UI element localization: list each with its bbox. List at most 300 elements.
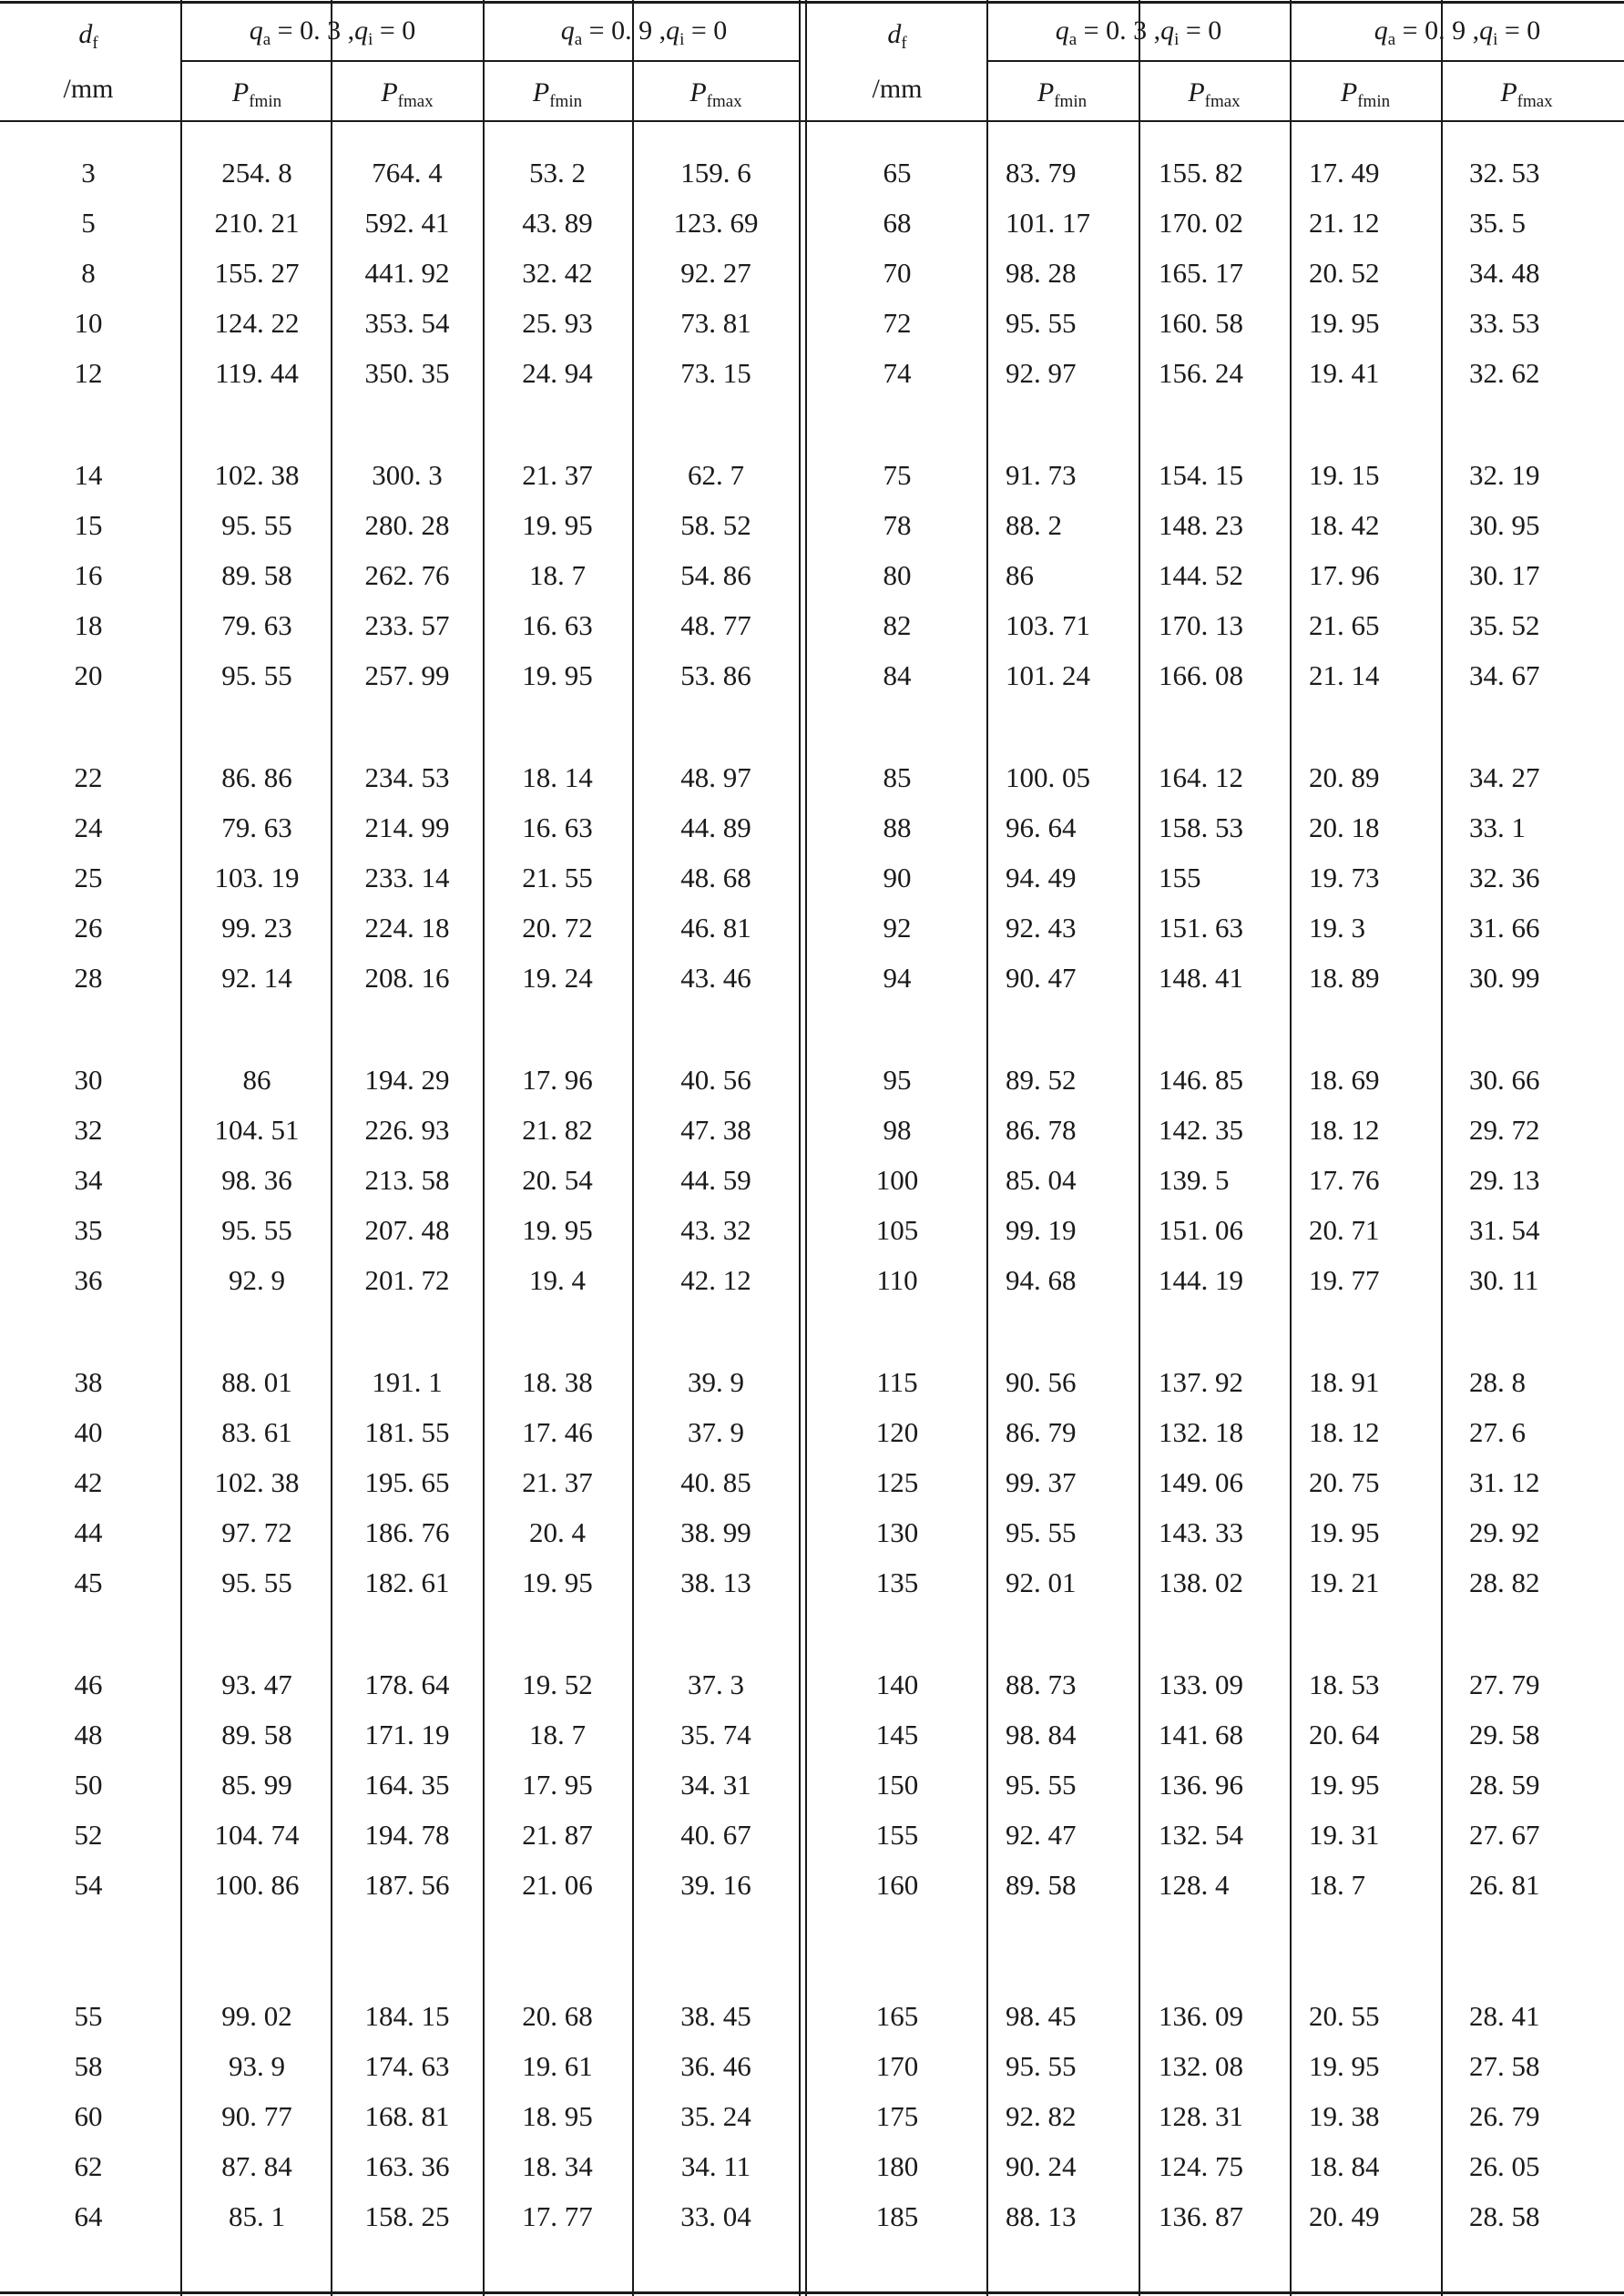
left-cell-pfmax-qa09: 40. 85 xyxy=(680,1466,751,1498)
right-cell-pfmin-qa09: 19. 95 xyxy=(1309,307,1380,339)
left-cell-pfmin-qa09: 20. 54 xyxy=(522,1164,593,1196)
left-cell-pfmin-qa09: 18. 14 xyxy=(522,761,593,793)
header-pfmax: $P_{fmax}$ xyxy=(381,77,434,111)
top-rule xyxy=(0,1,1624,4)
left-cell-pfmin-qa03: 85. 99 xyxy=(221,1769,292,1801)
left-cell-pfmax-qa09: 43. 46 xyxy=(680,962,751,994)
right-cell-pfmax-qa09: 33. 1 xyxy=(1469,811,1526,843)
col-rule xyxy=(986,0,988,2296)
left-cell-pfmin-qa09: 19. 95 xyxy=(522,1566,593,1598)
left-cell-pfmax-qa03: 592. 41 xyxy=(364,207,450,239)
header-bottom-rule xyxy=(0,120,1624,122)
header-df-unit: /mm xyxy=(63,74,114,104)
header-df-unit: /mm xyxy=(872,74,923,104)
right-cell-pfmin-qa03: 86. 79 xyxy=(1006,1416,1077,1448)
left-cell-df: 3 xyxy=(81,157,96,189)
left-cell-pfmax-qa03: 350. 35 xyxy=(364,357,450,389)
right-cell-pfmax-qa03: 165. 17 xyxy=(1159,257,1243,289)
right-cell-pfmax-qa09: 27. 58 xyxy=(1469,2050,1540,2082)
left-cell-pfmin-qa09: 20. 68 xyxy=(522,2000,593,2032)
right-cell-pfmin-qa09: 20. 89 xyxy=(1309,761,1380,793)
right-cell-pfmax-qa09: 29. 58 xyxy=(1469,1719,1540,1750)
left-cell-pfmax-qa09: 48. 97 xyxy=(680,761,751,793)
right-cell-df: 125 xyxy=(875,1466,919,1498)
right-cell-df: 135 xyxy=(875,1566,919,1598)
left-cell-pfmax-qa09: 36. 46 xyxy=(680,2050,751,2082)
right-cell-df: 88 xyxy=(883,811,912,843)
right-cell-pfmin-qa03: 86. 78 xyxy=(1006,1114,1077,1146)
left-cell-pfmin-qa03: 93. 47 xyxy=(221,1668,292,1700)
left-cell-df: 52 xyxy=(74,1819,103,1851)
right-cell-pfmax-qa09: 28. 41 xyxy=(1469,2000,1540,2032)
left-cell-pfmin-qa09: 19. 95 xyxy=(522,659,593,691)
left-cell-df: 46 xyxy=(74,1668,103,1700)
left-cell-pfmin-qa09: 18. 7 xyxy=(529,1719,586,1750)
right-cell-pfmin-qa09: 17. 96 xyxy=(1309,559,1380,591)
left-cell-pfmin-qa09: 16. 63 xyxy=(522,811,593,843)
left-cell-pfmin-qa03: 99. 23 xyxy=(221,912,292,944)
left-cell-pfmin-qa09: 18. 95 xyxy=(522,2100,593,2132)
left-cell-pfmin-qa09: 17. 46 xyxy=(522,1416,593,1448)
right-cell-pfmax-qa03: 160. 58 xyxy=(1159,307,1243,339)
right-cell-pfmin-qa09: 19. 95 xyxy=(1309,1516,1380,1548)
right-cell-pfmax-qa09: 34. 48 xyxy=(1469,257,1540,289)
left-cell-pfmin-qa03: 95. 55 xyxy=(221,509,292,541)
right-cell-pfmin-qa09: 19. 15 xyxy=(1309,459,1380,491)
left-cell-df: 20 xyxy=(74,659,103,691)
right-cell-pfmin-qa03: 92. 01 xyxy=(1006,1566,1077,1598)
left-cell-pfmin-qa03: 254. 8 xyxy=(221,157,292,189)
right-cell-pfmin-qa09: 18. 69 xyxy=(1309,1064,1380,1096)
right-cell-pfmax-qa03: 142. 35 xyxy=(1159,1114,1243,1146)
right-cell-pfmax-qa09: 31. 54 xyxy=(1469,1214,1540,1246)
left-cell-pfmin-qa03: 99. 02 xyxy=(221,2000,292,2032)
left-cell-pfmax-qa03: 441. 92 xyxy=(364,257,450,289)
left-cell-df: 18 xyxy=(74,609,103,641)
left-cell-df: 40 xyxy=(74,1416,103,1448)
left-cell-pfmax-qa03: 300. 3 xyxy=(372,459,443,491)
center-double-rule xyxy=(799,0,801,2296)
right-cell-pfmax-qa03: 143. 33 xyxy=(1159,1516,1243,1548)
header-pfmin: $P_{fmin}$ xyxy=(1037,77,1088,111)
right-cell-pfmin-qa09: 17. 76 xyxy=(1309,1164,1380,1196)
right-cell-pfmax-qa03: 137. 92 xyxy=(1159,1366,1243,1398)
left-cell-pfmax-qa09: 39. 9 xyxy=(688,1366,744,1398)
left-cell-pfmin-qa03: 79. 63 xyxy=(221,609,292,641)
right-cell-df: 84 xyxy=(883,659,912,691)
left-cell-pfmin-qa03: 103. 19 xyxy=(214,862,300,893)
col-rule xyxy=(180,0,182,2296)
right-cell-df: 120 xyxy=(875,1416,919,1448)
header-pfmax: $P_{fmax}$ xyxy=(689,77,742,111)
right-cell-pfmax-qa03: 164. 12 xyxy=(1159,761,1243,793)
right-cell-pfmax-qa09: 27. 6 xyxy=(1469,1416,1526,1448)
left-cell-pfmax-qa03: 257. 99 xyxy=(364,659,450,691)
right-cell-pfmax-qa03: 132. 54 xyxy=(1159,1819,1243,1851)
right-cell-pfmax-qa09: 33. 53 xyxy=(1469,307,1540,339)
right-cell-pfmax-qa09: 34. 27 xyxy=(1469,761,1540,793)
right-cell-pfmin-qa03: 92. 43 xyxy=(1006,912,1077,944)
left-cell-pfmax-qa09: 47. 38 xyxy=(680,1114,751,1146)
right-cell-pfmax-qa03: 136. 96 xyxy=(1159,1769,1243,1801)
left-cell-pfmin-qa09: 20. 72 xyxy=(522,912,593,944)
left-cell-df: 14 xyxy=(74,459,103,491)
left-cell-df: 38 xyxy=(74,1366,103,1398)
left-cell-pfmin-qa09: 17. 96 xyxy=(522,1064,593,1096)
left-cell-pfmax-qa09: 48. 77 xyxy=(680,609,751,641)
right-cell-pfmax-qa03: 144. 19 xyxy=(1159,1264,1243,1296)
col-rule xyxy=(1290,0,1292,2296)
right-cell-df: 75 xyxy=(883,459,912,491)
right-cell-pfmax-qa03: 156. 24 xyxy=(1159,357,1243,389)
header-group-qa09: $q_a = 0$. 9 $,q_i = 0$ xyxy=(1374,15,1541,49)
left-cell-pfmin-qa09: 16. 63 xyxy=(522,609,593,641)
left-cell-pfmax-qa03: 181. 55 xyxy=(364,1416,450,1448)
right-cell-pfmin-qa09: 20. 64 xyxy=(1309,1719,1380,1750)
right-cell-pfmax-qa03: 154. 15 xyxy=(1159,459,1243,491)
right-cell-pfmin-qa09: 18. 7 xyxy=(1309,1869,1365,1901)
left-cell-pfmax-qa03: 187. 56 xyxy=(364,1869,450,1901)
right-cell-df: 130 xyxy=(875,1516,919,1548)
right-cell-pfmax-qa09: 32. 19 xyxy=(1469,459,1540,491)
right-cell-pfmin-qa03: 92. 47 xyxy=(1006,1819,1077,1851)
right-cell-pfmin-qa03: 98. 28 xyxy=(1006,257,1077,289)
left-cell-pfmin-qa09: 21. 87 xyxy=(522,1819,593,1851)
right-cell-pfmax-qa03: 144. 52 xyxy=(1159,559,1243,591)
right-cell-pfmin-qa09: 20. 75 xyxy=(1309,1466,1380,1498)
col-rule xyxy=(483,0,485,2296)
right-cell-pfmax-qa09: 29. 92 xyxy=(1469,1516,1540,1548)
right-cell-pfmin-qa09: 20. 52 xyxy=(1309,257,1380,289)
right-cell-pfmin-qa03: 99. 19 xyxy=(1006,1214,1077,1246)
right-cell-pfmax-qa03: 124. 75 xyxy=(1159,2150,1243,2182)
left-cell-pfmin-qa03: 89. 58 xyxy=(221,559,292,591)
left-cell-pfmax-qa03: 163. 36 xyxy=(364,2150,450,2182)
left-cell-df: 55 xyxy=(74,2000,103,2032)
left-cell-pfmax-qa09: 58. 52 xyxy=(680,509,751,541)
right-cell-pfmin-qa03: 101. 24 xyxy=(1006,659,1090,691)
right-cell-pfmax-qa09: 30. 99 xyxy=(1469,962,1540,994)
left-cell-pfmin-qa03: 90. 77 xyxy=(221,2100,292,2132)
right-cell-pfmax-qa03: 136. 09 xyxy=(1159,2000,1243,2032)
left-cell-pfmin-qa03: 89. 58 xyxy=(221,1719,292,1750)
left-cell-pfmin-qa03: 86 xyxy=(242,1064,271,1096)
right-cell-df: 165 xyxy=(875,2000,919,2032)
left-cell-pfmin-qa09: 21. 06 xyxy=(522,1869,593,1901)
col-rule xyxy=(1139,0,1140,2296)
left-cell-pfmax-qa09: 42. 12 xyxy=(680,1264,751,1296)
left-cell-pfmax-qa09: 33. 04 xyxy=(680,2200,751,2232)
right-cell-df: 65 xyxy=(883,157,912,189)
left-cell-pfmax-qa03: 213. 58 xyxy=(364,1164,450,1196)
right-cell-pfmin-qa09: 20. 49 xyxy=(1309,2200,1380,2232)
right-cell-pfmin-qa03: 90. 24 xyxy=(1006,2150,1077,2182)
left-cell-pfmin-qa03: 95. 55 xyxy=(221,659,292,691)
right-cell-pfmax-qa03: 133. 09 xyxy=(1159,1668,1243,1700)
left-cell-pfmin-qa09: 17. 77 xyxy=(522,2200,593,2232)
right-cell-pfmin-qa09: 20. 18 xyxy=(1309,811,1380,843)
left-cell-pfmax-qa09: 46. 81 xyxy=(680,912,751,944)
right-cell-pfmin-qa09: 21. 12 xyxy=(1309,207,1380,239)
left-cell-pfmax-qa03: 764. 4 xyxy=(372,157,443,189)
left-cell-pfmax-qa03: 262. 76 xyxy=(364,559,450,591)
right-cell-df: 140 xyxy=(875,1668,919,1700)
header-pfmin: $P_{fmin}$ xyxy=(231,77,282,111)
left-cell-pfmin-qa03: 92. 14 xyxy=(221,962,292,994)
right-cell-pfmin-qa03: 91. 73 xyxy=(1006,459,1077,491)
right-cell-df: 82 xyxy=(883,609,912,641)
right-cell-pfmax-qa09: 28. 8 xyxy=(1469,1366,1526,1398)
right-cell-df: 85 xyxy=(883,761,912,793)
right-cell-pfmax-qa09: 26. 81 xyxy=(1469,1869,1540,1901)
right-cell-pfmax-qa09: 29. 72 xyxy=(1469,1114,1540,1146)
col-rule xyxy=(632,0,634,2296)
subheader-rule-left xyxy=(182,60,800,62)
left-cell-pfmax-qa09: 73. 81 xyxy=(680,307,751,339)
right-cell-pfmax-qa09: 31. 12 xyxy=(1469,1466,1540,1498)
left-cell-pfmin-qa03: 97. 72 xyxy=(221,1516,292,1548)
right-cell-pfmin-qa09: 19. 41 xyxy=(1309,357,1380,389)
left-cell-df: 42 xyxy=(74,1466,103,1498)
left-cell-df: 22 xyxy=(74,761,103,793)
right-cell-pfmin-qa09: 17. 49 xyxy=(1309,157,1380,189)
right-cell-pfmin-qa09: 18. 12 xyxy=(1309,1114,1380,1146)
right-cell-pfmin-qa03: 96. 64 xyxy=(1006,811,1077,843)
right-cell-pfmin-qa09: 19. 21 xyxy=(1309,1566,1380,1598)
right-cell-pfmax-qa03: 139. 5 xyxy=(1159,1164,1230,1196)
left-cell-pfmax-qa09: 43. 32 xyxy=(680,1214,751,1246)
right-cell-pfmin-qa03: 83. 79 xyxy=(1006,157,1077,189)
right-cell-pfmax-qa09: 35. 5 xyxy=(1469,207,1526,239)
right-cell-pfmax-qa03: 155 xyxy=(1159,862,1201,893)
left-cell-pfmin-qa03: 104. 74 xyxy=(214,1819,300,1851)
right-cell-df: 90 xyxy=(883,862,912,893)
right-cell-pfmax-qa03: 158. 53 xyxy=(1159,811,1243,843)
left-cell-pfmax-qa03: 168. 81 xyxy=(364,2100,450,2132)
right-cell-df: 78 xyxy=(883,509,912,541)
right-cell-pfmin-qa09: 20. 71 xyxy=(1309,1214,1380,1246)
left-cell-pfmin-qa03: 104. 51 xyxy=(214,1114,300,1146)
right-cell-pfmax-qa09: 30. 17 xyxy=(1469,559,1540,591)
left-cell-pfmax-qa03: 174. 63 xyxy=(364,2050,450,2082)
left-cell-pfmin-qa09: 21. 37 xyxy=(522,459,593,491)
right-cell-pfmin-qa03: 95. 55 xyxy=(1006,2050,1077,2082)
left-cell-pfmin-qa03: 79. 63 xyxy=(221,811,292,843)
left-cell-df: 12 xyxy=(74,357,103,389)
right-cell-pfmin-qa09: 19. 77 xyxy=(1309,1264,1380,1296)
right-cell-pfmin-qa09: 18. 53 xyxy=(1309,1668,1380,1700)
right-cell-pfmax-qa09: 31. 66 xyxy=(1469,912,1540,944)
right-cell-pfmin-qa09: 19. 95 xyxy=(1309,1769,1380,1801)
right-cell-pfmin-qa03: 98. 84 xyxy=(1006,1719,1077,1750)
right-cell-pfmax-qa03: 151. 63 xyxy=(1159,912,1243,944)
left-cell-pfmax-qa09: 44. 89 xyxy=(680,811,751,843)
left-cell-pfmax-qa03: 201. 72 xyxy=(364,1264,450,1296)
right-cell-pfmin-qa03: 88. 13 xyxy=(1006,2200,1077,2232)
left-cell-df: 60 xyxy=(74,2100,103,2132)
right-cell-df: 100 xyxy=(875,1164,919,1196)
right-cell-pfmax-qa09: 27. 79 xyxy=(1469,1668,1540,1700)
right-cell-pfmin-qa09: 21. 65 xyxy=(1309,609,1380,641)
left-cell-df: 62 xyxy=(74,2150,103,2182)
left-cell-pfmin-qa03: 88. 01 xyxy=(221,1366,292,1398)
header-pfmin: $P_{fmin}$ xyxy=(532,77,583,111)
right-cell-df: 68 xyxy=(883,207,912,239)
right-cell-df: 170 xyxy=(875,2050,919,2082)
left-cell-pfmin-qa03: 95. 55 xyxy=(221,1566,292,1598)
right-cell-pfmax-qa03: 151. 06 xyxy=(1159,1214,1243,1246)
left-cell-pfmin-qa03: 119. 44 xyxy=(215,357,299,389)
right-cell-pfmin-qa03: 101. 17 xyxy=(1006,207,1090,239)
left-cell-pfmin-qa09: 43. 89 xyxy=(522,207,593,239)
right-cell-df: 145 xyxy=(875,1719,919,1750)
left-cell-pfmax-qa03: 178. 64 xyxy=(364,1668,450,1700)
left-cell-pfmin-qa09: 19. 24 xyxy=(522,962,593,994)
left-cell-pfmax-qa09: 34. 11 xyxy=(680,2150,751,2182)
header-pfmax: $P_{fmax}$ xyxy=(1500,77,1553,111)
right-cell-pfmin-qa09: 20. 55 xyxy=(1309,2000,1380,2032)
left-cell-pfmin-qa03: 155. 27 xyxy=(214,257,300,289)
header-pfmin: $P_{fmin}$ xyxy=(1340,77,1391,111)
right-cell-pfmin-qa09: 18. 12 xyxy=(1309,1416,1380,1448)
left-cell-df: 58 xyxy=(74,2050,103,2082)
right-cell-pfmax-qa03: 155. 82 xyxy=(1159,157,1243,189)
right-cell-pfmin-qa09: 18. 84 xyxy=(1309,2150,1380,2182)
left-cell-pfmax-qa09: 54. 86 xyxy=(680,559,751,591)
left-cell-pfmax-qa03: 234. 53 xyxy=(364,761,450,793)
right-cell-pfmax-qa03: 132. 08 xyxy=(1159,2050,1243,2082)
left-cell-pfmin-qa03: 98. 36 xyxy=(221,1164,292,1196)
left-cell-pfmax-qa09: 92. 27 xyxy=(680,257,751,289)
right-cell-pfmax-qa09: 32. 62 xyxy=(1469,357,1540,389)
right-cell-df: 98 xyxy=(883,1114,912,1146)
left-cell-df: 34 xyxy=(74,1164,103,1196)
left-cell-pfmax-qa09: 159. 6 xyxy=(680,157,751,189)
right-cell-pfmin-qa03: 95. 55 xyxy=(1006,1769,1077,1801)
left-cell-pfmax-qa03: 233. 57 xyxy=(364,609,450,641)
left-cell-pfmin-qa09: 18. 34 xyxy=(522,2150,593,2182)
right-cell-df: 110 xyxy=(876,1264,918,1296)
left-cell-pfmin-qa03: 93. 9 xyxy=(229,2050,285,2082)
left-cell-pfmax-qa03: 207. 48 xyxy=(364,1214,450,1246)
right-cell-pfmin-qa03: 90. 47 xyxy=(1006,962,1077,994)
left-cell-df: 44 xyxy=(74,1516,103,1548)
right-cell-pfmin-qa03: 90. 56 xyxy=(1006,1366,1077,1398)
left-cell-pfmin-qa09: 17. 95 xyxy=(522,1769,593,1801)
right-cell-df: 160 xyxy=(875,1869,919,1901)
left-cell-pfmax-qa03: 194. 29 xyxy=(364,1064,450,1096)
left-cell-pfmin-qa03: 102. 38 xyxy=(214,459,300,491)
right-cell-pfmax-qa09: 28. 59 xyxy=(1469,1769,1540,1801)
right-cell-df: 175 xyxy=(875,2100,919,2132)
right-cell-pfmax-qa09: 28. 82 xyxy=(1469,1566,1540,1598)
left-cell-df: 28 xyxy=(74,962,103,994)
left-cell-df: 45 xyxy=(74,1566,103,1598)
right-cell-df: 74 xyxy=(883,357,912,389)
right-cell-df: 115 xyxy=(876,1366,918,1398)
left-cell-pfmax-qa03: 158. 25 xyxy=(364,2200,450,2232)
center-double-rule xyxy=(805,0,807,2296)
left-cell-pfmax-qa09: 38. 99 xyxy=(680,1516,751,1548)
left-cell-df: 16 xyxy=(74,559,103,591)
left-cell-df: 32 xyxy=(74,1114,103,1146)
right-cell-pfmax-qa09: 27. 67 xyxy=(1469,1819,1540,1851)
left-cell-pfmax-qa03: 208. 16 xyxy=(364,962,450,994)
left-cell-pfmin-qa09: 19. 4 xyxy=(529,1264,586,1296)
right-cell-pfmin-qa09: 19. 73 xyxy=(1309,862,1380,893)
right-cell-df: 155 xyxy=(875,1819,919,1851)
left-cell-pfmin-qa09: 20. 4 xyxy=(529,1516,586,1548)
left-cell-pfmin-qa03: 85. 1 xyxy=(229,2200,285,2232)
left-cell-pfmax-qa03: 191. 1 xyxy=(372,1366,443,1398)
right-cell-df: 92 xyxy=(883,912,912,944)
left-cell-pfmax-qa09: 48. 68 xyxy=(680,862,751,893)
left-cell-pfmin-qa03: 124. 22 xyxy=(214,307,300,339)
right-cell-pfmax-qa03: 166. 08 xyxy=(1159,659,1243,691)
right-cell-pfmin-qa09: 19. 3 xyxy=(1309,912,1365,944)
left-cell-pfmax-qa03: 233. 14 xyxy=(364,862,450,893)
left-cell-pfmin-qa09: 19. 95 xyxy=(522,1214,593,1246)
left-cell-pfmin-qa03: 210. 21 xyxy=(214,207,300,239)
left-cell-pfmin-qa03: 87. 84 xyxy=(221,2150,292,2182)
left-cell-pfmax-qa03: 224. 18 xyxy=(364,912,450,944)
right-cell-pfmax-qa09: 30. 11 xyxy=(1469,1264,1539,1296)
right-cell-df: 72 xyxy=(883,307,912,339)
subheader-rule-right xyxy=(988,60,1624,62)
left-cell-pfmax-qa09: 44. 59 xyxy=(680,1164,751,1196)
right-cell-df: 185 xyxy=(875,2200,919,2232)
left-cell-df: 10 xyxy=(74,307,103,339)
right-cell-pfmax-qa03: 170. 02 xyxy=(1159,207,1243,239)
left-cell-pfmax-qa03: 226. 93 xyxy=(364,1114,450,1146)
left-cell-pfmin-qa09: 21. 55 xyxy=(522,862,593,893)
left-cell-df: 26 xyxy=(74,912,103,944)
right-cell-df: 94 xyxy=(883,962,912,994)
left-cell-pfmin-qa03: 102. 38 xyxy=(214,1466,300,1498)
right-cell-pfmin-qa03: 94. 49 xyxy=(1006,862,1077,893)
left-cell-pfmin-qa09: 19. 95 xyxy=(522,509,593,541)
left-cell-pfmin-qa09: 21. 82 xyxy=(522,1114,593,1146)
right-cell-pfmax-qa09: 26. 05 xyxy=(1469,2150,1540,2182)
bottom-rule xyxy=(0,2291,1624,2294)
right-cell-pfmax-qa09: 34. 67 xyxy=(1469,659,1540,691)
right-cell-pfmin-qa09: 18. 91 xyxy=(1309,1366,1380,1398)
right-cell-pfmin-qa03: 98. 45 xyxy=(1006,2000,1077,2032)
left-cell-pfmax-qa09: 53. 86 xyxy=(680,659,751,691)
left-cell-pfmax-qa03: 214. 99 xyxy=(364,811,450,843)
right-cell-pfmin-qa09: 19. 95 xyxy=(1309,2050,1380,2082)
right-cell-pfmax-qa09: 35. 52 xyxy=(1469,609,1540,641)
left-cell-df: 30 xyxy=(74,1064,103,1096)
right-cell-pfmax-qa03: 132. 18 xyxy=(1159,1416,1243,1448)
left-cell-pfmax-qa09: 37. 9 xyxy=(688,1416,744,1448)
left-cell-pfmax-qa09: 40. 67 xyxy=(680,1819,751,1851)
header-group-qa03: $q_a = 0$. 3 $,q_i = 0$ xyxy=(1055,15,1222,49)
right-cell-pfmin-qa03: 88. 2 xyxy=(1006,509,1062,541)
right-cell-pfmax-qa09: 26. 79 xyxy=(1469,2100,1540,2132)
right-cell-pfmax-qa03: 141. 68 xyxy=(1159,1719,1243,1750)
right-cell-pfmax-qa03: 128. 31 xyxy=(1159,2100,1243,2132)
right-cell-pfmax-qa09: 28. 58 xyxy=(1469,2200,1540,2232)
left-cell-pfmin-qa09: 24. 94 xyxy=(522,357,593,389)
left-cell-pfmax-qa09: 38. 13 xyxy=(680,1566,751,1598)
left-cell-pfmax-qa09: 35. 24 xyxy=(680,2100,751,2132)
header-df: $d_f$ xyxy=(887,19,907,53)
right-cell-pfmin-qa03: 99. 37 xyxy=(1006,1466,1077,1498)
left-cell-pfmin-qa03: 100. 86 xyxy=(214,1869,300,1901)
right-cell-df: 80 xyxy=(883,559,912,591)
left-cell-pfmin-qa03: 83. 61 xyxy=(221,1416,292,1448)
